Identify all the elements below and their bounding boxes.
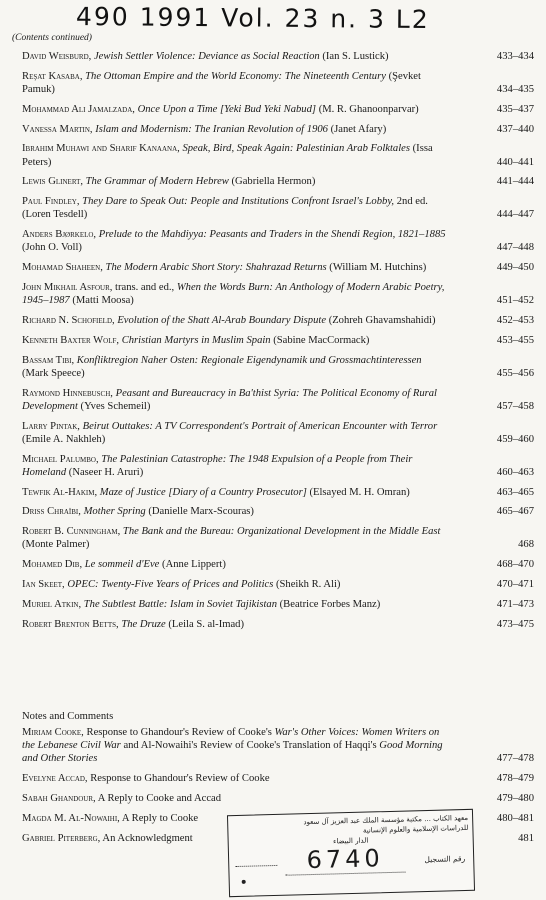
entry-author: Robert B. Cunningham,: [22, 526, 121, 538]
entry-reviewer: (Anne Lippert): [162, 559, 226, 571]
entry-pages: 433–434: [496, 51, 534, 62]
entries-entry: [22, 505, 538, 518]
entry-note: Response to Ghandour's Review of Cooke's: [86, 727, 272, 738]
entry-pages: 471–473: [496, 598, 534, 610]
entry-reviewer: (Issa Peters): [22, 143, 433, 168]
entry-title: When the Words Burn: An Anthology of Modern Arabic Poetry, 1945–1987: [22, 281, 445, 307]
entries-entry: [22, 334, 538, 347]
entry-reviewer: (Yves Schemeil): [80, 400, 151, 412]
entry-pages: 477–478: [496, 753, 534, 765]
notes-entry: [22, 772, 538, 785]
entry-title: War's Other Voices: Women Writers on the Lebanese Civil War: [22, 727, 440, 752]
entry-pages: 465–467: [496, 506, 534, 518]
entry-pages: 463–465: [496, 486, 534, 498]
entry-reviewer: (Naseer H. Aruri): [68, 466, 144, 478]
entries-entry-text: [22, 175, 450, 188]
entry-pages: 444–447: [496, 209, 534, 221]
entry-pages: 457–458: [496, 400, 534, 412]
entries-entry: [22, 175, 538, 188]
entry-pages: 447–448: [496, 242, 534, 254]
entry-pages: 468: [518, 539, 534, 551]
entry-pages: 478–479: [496, 773, 534, 785]
entry-pages: 470–471: [496, 578, 534, 590]
entries-entry: [22, 525, 538, 551]
entries-entry-text: [22, 261, 450, 274]
entry-author: David Weisburd,: [22, 51, 92, 62]
entry-title: The Modern Arabic Short Story: Shahrazad Returns: [105, 262, 327, 274]
entry-reviewer: (Sheikh R. Ali): [276, 578, 341, 590]
entry-author: Bassam Tibi,: [22, 354, 75, 366]
entries-entry: [22, 70, 538, 96]
entry-author: Mohamad Shaheen,: [22, 262, 103, 274]
entry-pages: 437–440: [496, 123, 534, 135]
entry-reviewer: (Leila S. al-Imad): [168, 618, 245, 630]
entry-reviewer: (William M. Hutchins): [329, 262, 427, 274]
entry-author: Anders Bjørkelo,: [22, 229, 97, 241]
entry-pages: 453–455: [496, 334, 534, 346]
entry-title: Speak, Bird, Speak Again: Palestinian Arab Folktales: [182, 143, 410, 155]
entry-pages: 435–437: [496, 103, 534, 115]
contents-continued-label: (Contents continued): [12, 33, 92, 43]
entries-entry-text: [22, 103, 450, 116]
entry-title: Good Morning and Other Stories: [22, 740, 443, 765]
entry-title: Prelude to the Mahdiyya: Peasants and Traders in the Shendi Region, 1821–1885: [98, 229, 446, 241]
entry-author: Miriam Cooke,: [22, 727, 84, 738]
entry-pages: 452–453: [496, 314, 534, 326]
entries-entry: [22, 354, 538, 380]
review-entries: [22, 50, 538, 637]
entry-reviewer: (M. R. Ghanoonparvar): [318, 103, 419, 115]
entries-entry: [22, 618, 538, 631]
entry-author: Muriel Atkin,: [22, 598, 82, 610]
notes-entry: [22, 726, 538, 766]
entry-title: Mother Spring: [83, 506, 146, 518]
entries-entry: [22, 261, 538, 274]
entry-author: Robert Brenton Betts,: [22, 618, 119, 630]
entries-entry-text: [22, 195, 450, 221]
entry-author: Reşat Kasaba,: [22, 70, 83, 82]
entries-entry: [22, 558, 538, 571]
entries-entry-text: [22, 558, 450, 571]
entry-title: The Palestinian Catastrophe: The 1948 Expulsion of a People from Their Homeland: [22, 453, 413, 478]
entries-entry-text: [22, 354, 450, 380]
entries-entry: [22, 50, 538, 63]
entry-title: Once Upon a Time [Yeki Bud Yeki Nabud]: [137, 103, 317, 115]
entries-entry-text: [22, 334, 450, 347]
stamp-line-2: للدراسات الإسلامية والعلوم الإنسانية: [362, 823, 469, 835]
entries-entry: [22, 578, 538, 591]
stamp-dot: [242, 880, 246, 884]
entry-reviewer: (Emile A. Nakhleh): [22, 433, 106, 445]
entry-author: Ian Skeet,: [22, 578, 65, 590]
entry-title: Le sommeil d'Eve: [84, 559, 160, 571]
notes-entry-text: [22, 772, 450, 785]
entry-title: The Bank and the Bureau: Organizational Development in the Middle East: [122, 526, 441, 538]
entries-entry: [22, 228, 538, 254]
entry-reviewer: (John O. Voll): [22, 242, 82, 254]
entry-title: Islam and Modernism: The Iranian Revolution of 1906: [95, 123, 328, 135]
entry-pages: 459–460: [496, 433, 534, 445]
entry-reviewer: (Zohreh Ghavamshahidi): [328, 314, 436, 326]
entry-pages: 455–456: [496, 367, 534, 379]
entry-title: The Druze: [121, 618, 166, 630]
entry-pages: 449–450: [496, 262, 534, 274]
entries-entry-text: [22, 578, 450, 591]
entry-reviewer: (Beatrice Forbes Manz): [279, 598, 381, 610]
entries-entry: [22, 387, 538, 413]
entries-entry-text: [22, 142, 450, 168]
entry-author: Mohammad Ali Jamalzada,: [22, 103, 135, 115]
entries-entry: [22, 486, 538, 499]
notes-heading: Notes and Comments: [22, 711, 114, 722]
entry-pages: 460–463: [496, 466, 534, 478]
entry-pages: 473–475: [496, 618, 534, 630]
entry-author: John Mikhail Asfour,: [22, 281, 113, 293]
entry-title: They Dare to Speak Out: People and Institutions Confront Israel's Lobby,: [82, 196, 395, 208]
entry-title: Jewish Settler Violence: Deviance as Social Reaction: [93, 51, 320, 62]
entries-entry: [22, 195, 538, 221]
entry-author: Evelyne Accad,: [22, 773, 88, 785]
entry-reviewer: (Sabine MacCormack): [273, 334, 370, 346]
entries-entry-text: [22, 420, 450, 446]
notes-entry: [22, 792, 538, 805]
entry-reviewer: (Matti Moosa): [72, 295, 134, 307]
entries-entry: [22, 103, 538, 116]
entry-author: Raymond Hinnebusch,: [22, 387, 113, 399]
notes-entry-text: [22, 726, 450, 766]
entry-pages: 441–444: [496, 176, 534, 188]
entry-pages: 434–435: [496, 84, 534, 95]
entry-author: Michael Palumbo,: [22, 453, 99, 465]
entry-author: Paul Findley,: [22, 196, 80, 208]
entries-entry: [22, 281, 538, 307]
entries-entry: [22, 123, 538, 136]
entry-author: Vanessa Martin,: [22, 123, 93, 135]
entries-entry-text: [22, 525, 450, 551]
entry-pages: 440–441: [496, 156, 534, 168]
entry-title: Evolution of the Shatt Al-Arab Boundary Dispute: [117, 314, 327, 326]
entry-reviewer: (Janet Afary): [330, 123, 387, 135]
entry-reviewer: (Danielle Marx-Scouras): [148, 506, 254, 518]
entry-title: Konfliktregion Naher Osten: Regionale Eigendynamik und Grossmachtinteressen: [76, 354, 422, 366]
entry-pages: 480–481: [496, 812, 534, 824]
handwritten-header: 490 1991 Vol. 23 n. 3 L2: [75, 1, 430, 35]
entries-entry-text: [22, 453, 450, 479]
entry-pages: 479–480: [496, 793, 534, 804]
entry-author: Gabriel Piterberg,: [22, 832, 101, 844]
notes-entry-text: [22, 792, 450, 805]
entries-entry: [22, 453, 538, 479]
entries-entry-text: [22, 598, 450, 611]
entries-entry: [22, 314, 538, 327]
entry-author: Larry Pintak,: [22, 420, 80, 432]
entries-entry-text: [22, 505, 450, 518]
entries-entry-text: [22, 281, 450, 307]
entries-entry-text: [22, 387, 450, 413]
entries-entry: [22, 598, 538, 611]
entry-author: Richard N. Schofield,: [22, 314, 115, 326]
entry-reviewer: (Şevket Pamuk): [22, 70, 421, 95]
entry-author: Kenneth Baxter Wolf,: [22, 334, 120, 346]
entry-note: Response to Ghandour's Review of Cooke: [90, 773, 270, 785]
entry-pages: 451–452: [496, 295, 534, 307]
entry-author: Sabah Ghandour,: [22, 793, 96, 804]
stamp-dotted-line: [235, 859, 277, 867]
entry-reviewer: (Gabriella Hermon): [231, 176, 316, 188]
entry-author: Ibrahim Muhawi and Sharif Kanaana,: [22, 143, 180, 155]
entries-entry-text: [22, 50, 450, 63]
entry-title: Beirut Outtakes: A TV Correspondent's Portrait of American Encounter with Terror: [82, 420, 438, 432]
entries-entry: [22, 420, 538, 446]
entry-author: Lewis Glinert,: [22, 176, 83, 188]
stamp-registration-number: 6740: [285, 844, 406, 876]
stamp-registration-label: رقم التسجيل: [424, 854, 466, 865]
entry-author: Magda M. Al-Nowaihi,: [22, 812, 120, 824]
entries-entry-text: [22, 486, 450, 499]
entries-entry-text: [22, 314, 450, 327]
entry-title: The Grammar of Modern Hebrew: [85, 176, 229, 188]
entry-title: The Ottoman Empire and the World Economy: The Nineteenth Century: [85, 70, 386, 82]
entry-note: trans. and ed.,: [115, 281, 175, 293]
entry-note: A Reply to Cooke and Accad: [97, 793, 222, 804]
entry-pages: 481: [518, 832, 534, 844]
entry-note: An Acknowledgment: [102, 832, 193, 844]
entry-reviewer: (Ian S. Lustick): [322, 51, 389, 62]
entry-title: OPEC: Twenty-Five Years of Prices and Politics: [67, 578, 274, 590]
stamp-line-1: معهد الكتاب ... مكتبة مؤسسة الملك عبد العزيز آل سعود: [303, 813, 469, 827]
stamp-line-3: الدار البيضاء: [333, 836, 369, 846]
entry-note: A Reply to Cooke: [121, 812, 199, 824]
entry-author: Tewfik Al-Hakim,: [22, 486, 98, 498]
entries-entry-text: [22, 618, 450, 631]
entry-reviewer: (Monte Palmer): [22, 539, 90, 551]
entry-title: Maze of Justice [Diary of a Country Prosecutor]: [99, 486, 307, 498]
entry-reviewer: 2nd ed. (Loren Tesdell): [22, 196, 428, 221]
entry-reviewer: (Elsayed M. H. Omran): [309, 486, 410, 498]
entry-author: Mohamed Dib,: [22, 559, 83, 571]
entries-entry-text: [22, 228, 450, 254]
library-stamp: [227, 809, 475, 897]
entry-title: Christian Martyrs in Muslim Spain: [121, 334, 271, 346]
entry-pages: 468–470: [496, 559, 534, 571]
entry-note: and Al-Nowaihi's Review of Cooke's Translation of Haqqi's: [123, 740, 377, 752]
entry-author: Driss Chraïbi,: [22, 506, 81, 518]
entries-entry-text: [22, 123, 450, 136]
entry-reviewer: (Mark Speece): [22, 367, 85, 379]
entries-entry-text: [22, 70, 450, 96]
entry-title: The Subtlest Battle: Islam in Soviet Tajikistan: [83, 598, 277, 610]
entries-entry: [22, 142, 538, 168]
entry-title: Peasant and Bureaucracy in Ba'thist Syria: The Political Economy of Rural Development: [22, 387, 437, 412]
